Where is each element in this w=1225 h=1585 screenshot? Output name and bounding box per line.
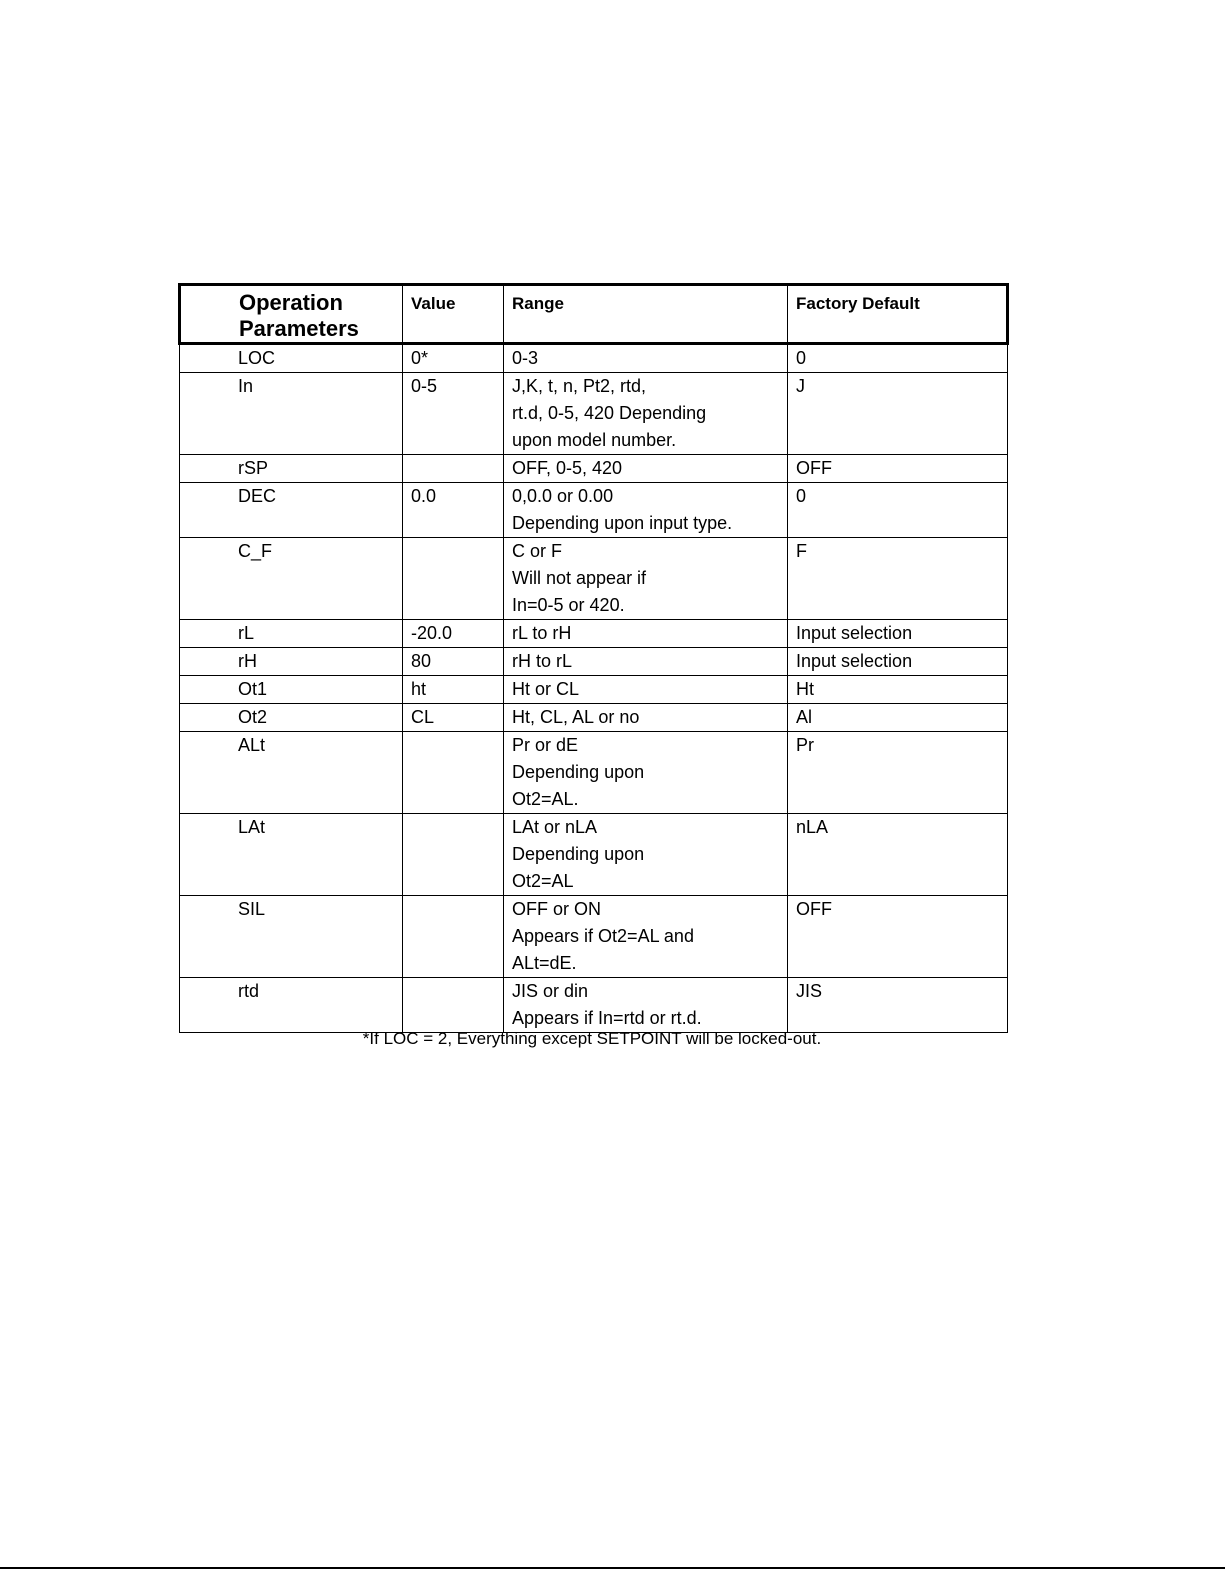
cell-parameter: rL <box>180 620 403 648</box>
cell-factory-default: 0 <box>788 483 1008 538</box>
cell-range <box>504 373 788 455</box>
range-line: JIS or din <box>512 981 589 1001</box>
cell-range <box>504 676 788 704</box>
cell-parameter: LOC <box>180 344 403 373</box>
cell-factory-default: OFF <box>788 455 1008 483</box>
table-row <box>180 896 1008 978</box>
cell-parameter: Ot2 <box>180 704 403 732</box>
range-line: Appears if In=rtd or rt.d. <box>512 1008 702 1028</box>
cell-value <box>403 732 504 814</box>
range-line: C or F <box>512 541 563 561</box>
cell-range <box>504 344 788 373</box>
cell-range <box>504 648 788 676</box>
table-row <box>180 373 1008 455</box>
cell-factory-default: Input selection <box>788 648 1008 676</box>
range-line: Will not appear if <box>512 568 647 588</box>
cell-factory-default: Input selection <box>788 620 1008 648</box>
cell-value <box>403 896 504 978</box>
range-line: LAt or nLA <box>512 817 598 837</box>
range-line: Ot2=AL. <box>512 789 579 809</box>
table-header-row <box>180 285 1008 344</box>
cell-value <box>403 538 504 620</box>
header-operation-parameters: Operation Parameters <box>180 285 403 344</box>
cell-factory-default: 0 <box>788 344 1008 373</box>
range-line: Ot2=AL <box>512 871 574 891</box>
cell-parameter: SIL <box>180 896 403 978</box>
range-line: OFF or ON <box>512 899 601 919</box>
cell-parameter: LAt <box>180 814 403 896</box>
cell-value <box>403 814 504 896</box>
cell-parameter: C_F <box>180 538 403 620</box>
range-line: Ht, CL, AL or no <box>512 707 640 727</box>
cell-range <box>504 620 788 648</box>
range-line: Depending upon <box>512 844 645 864</box>
cell-value: 0.0 <box>403 483 504 538</box>
cell-factory-default: J <box>788 373 1008 455</box>
range-line: J,K, t, n, Pt2, rtd, <box>512 376 647 396</box>
cell-factory-default: JIS <box>788 978 1008 1033</box>
cell-value <box>403 978 504 1033</box>
bottom-rule <box>0 1567 1225 1569</box>
range-line: In=0-5 or 420. <box>512 595 625 615</box>
range-line: Pr or dE <box>512 735 579 755</box>
cell-parameter: ALt <box>180 732 403 814</box>
table-row <box>180 538 1008 620</box>
table-row <box>180 344 1008 373</box>
cell-range <box>504 538 788 620</box>
footnote: *If LOC = 2, Everything except SETPOINT will be locked-out. <box>362 1029 822 1048</box>
cell-range <box>504 483 788 538</box>
range-line: Appears if Ot2=AL and <box>512 926 694 946</box>
range-line: upon model number. <box>512 430 677 450</box>
range-line: 0-3 <box>512 348 539 368</box>
range-line: ALt=dE. <box>512 953 577 973</box>
range-line: OFF, 0-5, 420 <box>512 458 623 478</box>
cell-range <box>504 732 788 814</box>
cell-parameter: rSP <box>180 455 403 483</box>
header-value: Value <box>403 285 504 344</box>
range-line: Ht or CL <box>512 679 580 699</box>
cell-value: 0* <box>403 344 504 373</box>
table-row <box>180 978 1008 1033</box>
cell-range <box>504 978 788 1033</box>
table-row <box>180 676 1008 704</box>
cell-value <box>403 455 504 483</box>
cell-factory-default: Al <box>788 704 1008 732</box>
cell-parameter: Ot1 <box>180 676 403 704</box>
table-row <box>180 704 1008 732</box>
cell-value: -20.0 <box>403 620 504 648</box>
table-row <box>180 648 1008 676</box>
cell-parameter: In <box>180 373 403 455</box>
table-row <box>180 814 1008 896</box>
cell-factory-default: nLA <box>788 814 1008 896</box>
cell-range <box>504 455 788 483</box>
table-row <box>180 455 1008 483</box>
table-row <box>180 483 1008 538</box>
header-range: Range <box>504 285 788 344</box>
cell-parameter: DEC <box>180 483 403 538</box>
cell-range <box>504 896 788 978</box>
table-row <box>180 620 1008 648</box>
header-factory-default: Factory Default <box>788 285 1008 344</box>
range-line: 0,0.0 or 0.00 <box>512 486 614 506</box>
cell-range <box>504 814 788 896</box>
cell-parameter: rtd <box>180 978 403 1033</box>
table-row <box>180 732 1008 814</box>
cell-value: 80 <box>403 648 504 676</box>
cell-factory-default: Pr <box>788 732 1008 814</box>
cell-value: 0-5 <box>403 373 504 455</box>
cell-factory-default: F <box>788 538 1008 620</box>
cell-value: CL <box>403 704 504 732</box>
range-line: rH to rL <box>512 651 573 671</box>
range-line: Depending upon <box>512 762 645 782</box>
range-line: rt.d, 0-5, 420 Depending <box>512 403 707 423</box>
range-line: rL to rH <box>512 623 572 643</box>
cell-factory-default: Ht <box>788 676 1008 704</box>
operation-parameters-table <box>178 283 1009 1033</box>
cell-parameter: rH <box>180 648 403 676</box>
range-line: Depending upon input type. <box>512 513 733 533</box>
cell-range <box>504 704 788 732</box>
cell-factory-default: OFF <box>788 896 1008 978</box>
cell-value: ht <box>403 676 504 704</box>
table-body <box>180 344 1008 1033</box>
